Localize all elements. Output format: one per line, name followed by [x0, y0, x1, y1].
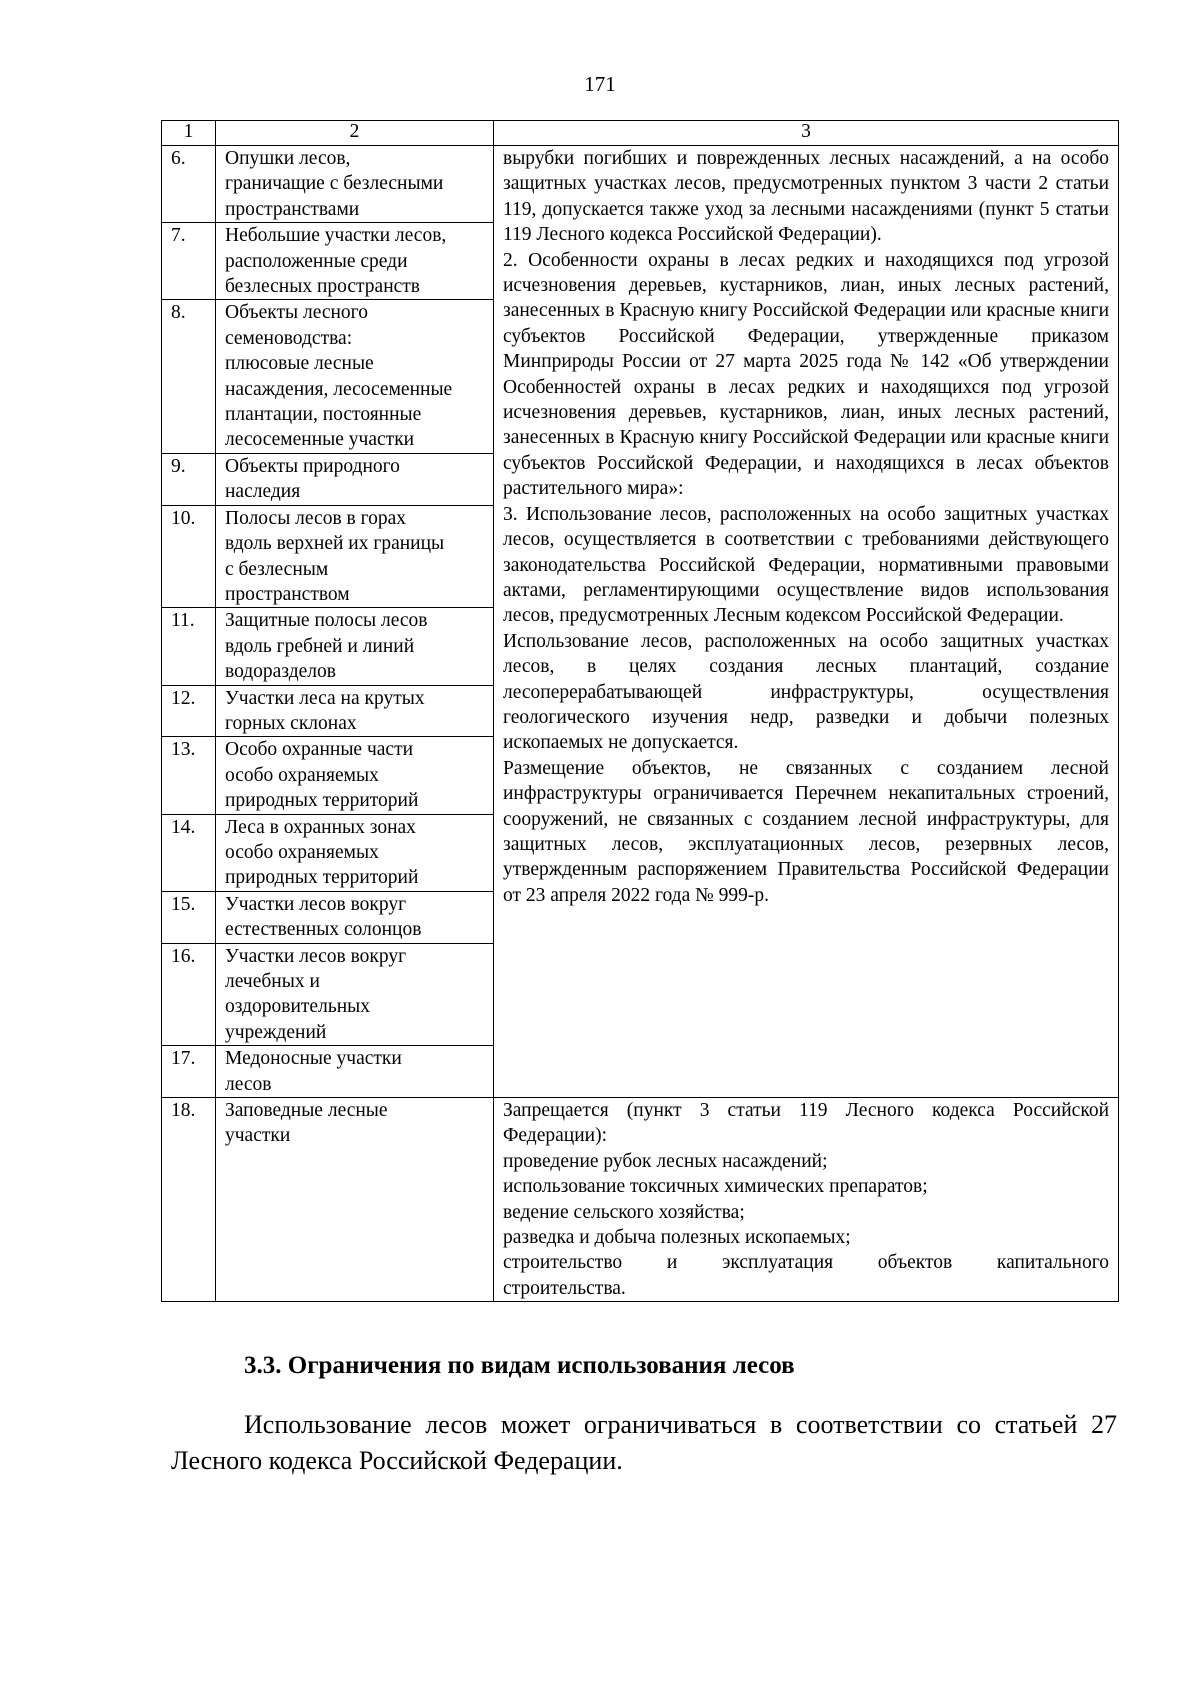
row-name [216, 685, 494, 737]
table-row [162, 146, 1119, 223]
prohibition-line: строительство и эксплуатация объектов капитального [503, 1252, 1109, 1274]
row-name-line: Медоносные участки [225, 1048, 402, 1070]
description-paragraph: Размещение объектов, не связанных с созданием лесной инфраструктуры ограничивается Перечнем некапитальных строений, сооружений, не связанных с созданием лесной инфраструктуры, для защитных лесов, эксплуатационных лесов, резервных лесов, утвержденным распоряжением Правительства Российской Федерации от 23 апреля 2022 года № 999-р. [503, 757, 1109, 906]
row-name-line: Леса в охранных зонах [225, 816, 416, 838]
row-name [216, 943, 494, 1046]
row-name [216, 1046, 494, 1098]
row-number: 17. [162, 1046, 216, 1098]
header-cell-2: 2 [216, 121, 494, 146]
row-name-line: водоразделов [225, 661, 336, 683]
row-name-line: наследия [225, 481, 301, 503]
row-name-line: пространством [225, 583, 350, 605]
row-name-line: Участки лесов вокруг [225, 893, 407, 915]
row-number: 14. [162, 814, 216, 891]
row-name-line: Заповедные лесные [225, 1100, 388, 1122]
prohibition-line: ведение сельского хозяйства; [503, 1201, 745, 1223]
prohibition-line: использование токсичных химических препаратов; [503, 1176, 928, 1198]
section-heading: 3.3. Ограничения по видам использования лесов [244, 1352, 795, 1379]
row-number: 13. [162, 737, 216, 814]
row-name-line: насаждения, лесосеменные [225, 378, 453, 400]
table-body [162, 121, 1119, 1302]
page-number: 171 [584, 72, 616, 96]
row-name [216, 146, 494, 223]
table-row [162, 1098, 1119, 1302]
prohibition-line: Запрещается (пункт 3 статьи 119 Лесного кодекса Российской [503, 1100, 1109, 1122]
row-name-line: плантации, постоянные [225, 404, 422, 426]
section-body-text: Использование лесов может ограничиваться в соответствии со статьей 27 Лесного кодекса Российской Федерации. [171, 1410, 1117, 1475]
row-name-line: особо охраняемых [225, 764, 379, 786]
prohibition-line: строительства. [503, 1277, 626, 1299]
description-paragraph: вырубки погибших и поврежденных лесных насаждений, а на особо защитных участках лесов, предусмотренных пунктом 3 части 2 статьи 119, допускается также уход за лесными насаждениями (пункт 5 статьи 119 Лесного кодекса Российской Федерации). [503, 148, 1109, 246]
row-name-line: Опушки лесов, [225, 148, 351, 169]
row-number: 18. [162, 1098, 216, 1302]
description-paragraph: 3. Использование лесов, расположенных на особо защитных участках лесов, осуществляется в соответствии с требованиями действующего законодательства Российской Федерации, нормативными правовыми актами, регламентирующими осуществление видов использования лесов, предусмотренных Лесным кодексом Российской Федерации. [503, 503, 1109, 627]
prohibitions-cell [494, 1098, 1119, 1302]
prohibition-line: Федерации): [503, 1125, 608, 1147]
row-name-line: вдоль верхней их границы [225, 533, 445, 555]
row-name-line: особо охраняемых [225, 841, 379, 863]
row-name-line: лечебных и [225, 971, 320, 992]
row-name [216, 453, 494, 505]
row-name-line: природных территорий [225, 867, 419, 889]
prohibition-line: проведение рубок лесных насаждений; [503, 1150, 828, 1172]
row-name-line: оздоровительных [225, 996, 371, 1018]
row-name-line: граничащие с безлесными [225, 173, 444, 195]
row-name [216, 891, 494, 943]
row-number: 11. [162, 608, 216, 685]
row-name [216, 1098, 494, 1302]
row-name-line: пространствами [225, 198, 360, 220]
header-cell-1: 1 [162, 121, 216, 146]
row-number: 16. [162, 943, 216, 1046]
row-name [216, 814, 494, 891]
row-name [216, 737, 494, 814]
row-name-line: лесов [225, 1073, 272, 1095]
row-name-line: Защитные полосы лесов [225, 610, 428, 632]
row-name-line: безлесных пространств [225, 276, 421, 298]
row-name-line: вдоль гребней и линий [225, 635, 415, 657]
row-name [216, 608, 494, 685]
row-number: 6. [162, 146, 216, 223]
row-number: 7. [162, 223, 216, 300]
row-name [216, 505, 494, 608]
row-name [216, 223, 494, 300]
row-name [216, 300, 494, 453]
row-name-line: Особо охранные части [225, 739, 414, 761]
row-name-line: участки [225, 1125, 291, 1147]
description-paragraph: 2. Особенности охраны в лесах редких и находящихся под угрозой исчезновения деревьев, кустарников, лиан, иных лесных растений, занесенных в Красную книгу Российской Федерации или красные книги субъектов Российской Федерации, утвержденные приказом Минприроды России от 27 марта 2025 года № 142 «Об утверждении Особенностей охраны в лесах редких и находящихся под угрозой исчезновения деревьев, кустарников, лиан, иных лесных растений, занесенных в Красную книгу Российской Федерации или красные книги субъектов Российской Федерации, и находящихся в лесах объектов растительного мира»: [503, 249, 1109, 500]
row-name-line: с безлесным [225, 558, 329, 580]
row-name-line: Объекты лесного [225, 302, 368, 324]
row-name-line: Участки леса на крутых [225, 687, 425, 709]
restrictions-table [161, 120, 1119, 1302]
prohibition-line: разведка и добыча полезных ископаемых; [503, 1227, 851, 1249]
row-name-line: горных склонах [225, 712, 357, 734]
row-name-line: плюсовые лесные [225, 353, 374, 375]
row-number: 12. [162, 685, 216, 737]
row-number: 15. [162, 891, 216, 943]
row-name-line: Полосы лесов в горах [225, 507, 407, 529]
header-cell-3: 3 [494, 121, 1119, 146]
row-name-line: Небольшие участки лесов, [225, 225, 447, 247]
row-name-line: Объекты природного [225, 455, 400, 477]
row-number: 9. [162, 453, 216, 505]
row-name-line: расположенные среди [225, 250, 408, 272]
row-name-line: Участки лесов вокруг [225, 945, 407, 967]
row-name-line: учреждений [225, 1021, 327, 1043]
row-number: 8. [162, 300, 216, 453]
row-name-line: семеноводства: [225, 327, 353, 349]
merged-description-cell [494, 146, 1119, 1098]
row-name-line: лесосеменные участки [225, 429, 415, 451]
description-paragraph: Использование лесов, расположенных на особо защитных участках лесов, в целях создания лесных плантаций, создание лесоперерабатывающей инфраструктуры, осуществления геологического изучения недр, разведки и добычи полезных ископаемых не допускается. [503, 630, 1109, 754]
row-name-line: естественных солонцов [225, 919, 422, 941]
table-header-row [162, 121, 1119, 146]
row-number: 10. [162, 505, 216, 608]
row-name-line: природных территорий [225, 790, 419, 812]
